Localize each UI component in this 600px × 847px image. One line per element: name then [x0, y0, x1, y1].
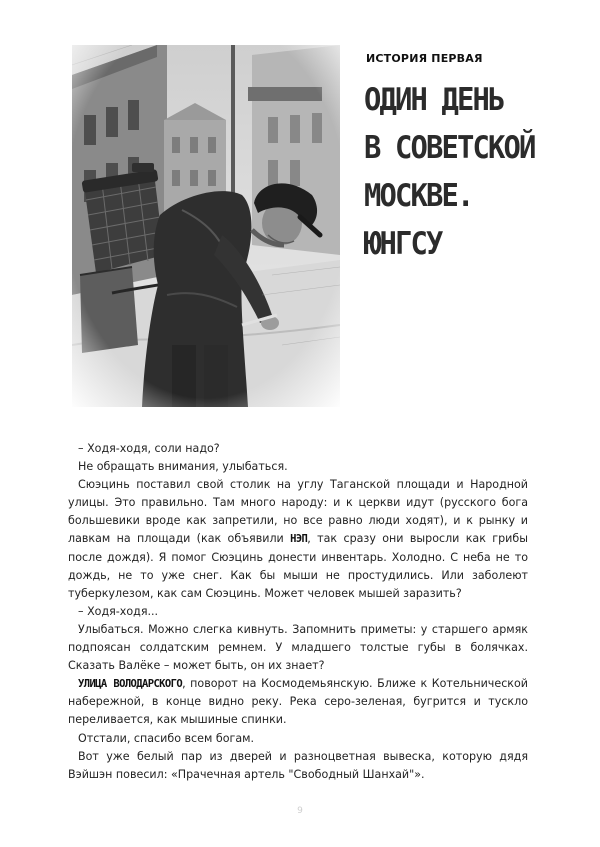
caps-term: УЛИЦА ВОЛОДАРСКОГО	[78, 678, 183, 691]
illustration-drawing	[72, 45, 340, 407]
chapter-title-line: В СОВЕТСКОЙ	[364, 130, 535, 166]
paragraph	[68, 476, 528, 603]
chapter-label: ИСТОРИЯ ПЕРВАЯ	[366, 52, 483, 65]
chapter-title-line: ОДИН ДЕНЬ	[364, 82, 504, 118]
chapter-title-line: ЮНГСУ	[364, 226, 442, 262]
paragraph: – Ходя-ходя, соли надо?	[78, 442, 220, 455]
paragraph: Улыбаться. Можно слегка кивнуть. Запомнить приметы: у старшего армяк подпоясан солдатским ремнем. У младшего толстые губы в болячках. Сказать Валёке – может быть, он их знает?	[68, 622, 528, 673]
paragraph: – Ходя-ходя...	[78, 604, 159, 618]
paragraph: Не обращать внимания, улыбаться.	[78, 460, 288, 474]
page-number: 9	[297, 806, 303, 816]
paragraph: Отстали, спасибо всем богам.	[78, 731, 255, 745]
chapter-title-line: МОСКВЕ.	[364, 178, 473, 214]
caps-term: НЭП	[290, 533, 308, 546]
paragraph: Вот уже белый пар из дверей и разноцветная вывеска, которую дядя Вэйшэн повесил: «Прачечная артель "Свободный Шанхай"».	[68, 749, 528, 781]
chapter-title	[364, 76, 534, 268]
text-run: , поворот на Космодемьянскую. Ближе к Котельнической набережной, в конце видно реку. Река серо-зеленая, бугрится и тускло переливается, как мышиные спинки.	[68, 677, 528, 727]
paragraph	[68, 675, 528, 729]
text-run: , так сразу они выросли как грибы после дождя). Я помог Сюэцинь донести инвентарь. Холодно. С неба не то дождь, не то уже снег. Как бы мыши не простудились. Или заболеют туберкулезом, как сам Сюэцинь. Может человек мышей заразить?	[68, 532, 528, 600]
story-text	[68, 440, 528, 784]
text-run: Сюэцинь поставил свой столик на углу Таганской площади и Народной улицы. Это правильно. Там много народу: и к церкви идут (русского бога большевики вроде как запретили, но все равно люди ходят), и к рынку и лавкам на площади (как объявили	[68, 478, 528, 546]
illustration-boy-with-basket	[72, 45, 340, 407]
